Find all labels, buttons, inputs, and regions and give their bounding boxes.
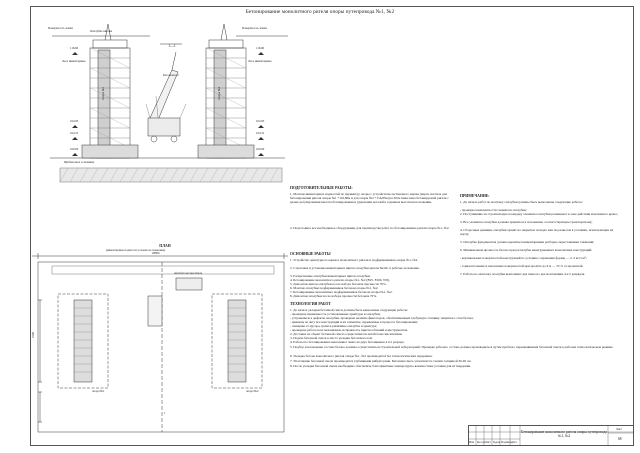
label-gravel: Щебеночное основание bbox=[64, 160, 95, 164]
technology-item: 8. После укладки бетонной смеси необходимо обеспечить благоприятные температурно-влажностные условия для её твердения. bbox=[290, 364, 471, 368]
note-item: 6. Минимальная прочность бетона при распалубке ненагруженных монолитных конструкций: bbox=[460, 248, 593, 252]
note-item: - вертикальных поверхностей конструкций по условию сохранения формы — 2–3 кгс/см²; bbox=[460, 256, 587, 260]
label-plan-axis: 1 bbox=[164, 411, 166, 415]
technology-item: 3. Подача бетонной смеси в место укладки бетононасосом. bbox=[290, 336, 373, 340]
technology-item: 5. Подбор и назначение состава бетона должны осуществляться строительной лабораторией. Проверка рабочего состава должна производиться путем пробного перемешивания бетонной смеси в рабочем технологическом режиме. bbox=[290, 345, 614, 349]
notes-heading: ПРИМЕЧАНИЕ: bbox=[460, 194, 490, 198]
label-support-2: Опора №2 bbox=[217, 86, 221, 100]
technology-item: - приняты по акту все конструкции и их элементы, скрываемые в процессе бетонирования; bbox=[290, 320, 418, 324]
technology-heading: ТЕХНОЛОГИЯ РАБОТ bbox=[290, 302, 331, 306]
formwork-right bbox=[209, 40, 243, 48]
plan-pump bbox=[148, 296, 162, 326]
pump-boom bbox=[150, 70, 178, 120]
main-works-item: 6. Монтаж опалубки подферменников бетоном опоры №1, №2. bbox=[290, 286, 379, 290]
main-works-item: 8. Демонтаж опалубки после набора прочности бетоном 70%. bbox=[290, 294, 377, 298]
prep-item: 2. Подготовить все необходимое оборудование для производства работ по бетонированию ригеля опоры №1, №2. bbox=[290, 226, 450, 230]
prep-item: 1. Монтаж инвентарных подмостей по периметру опоры с устройством лестничного марша (марш, настила для бетонирования ригеля опоры №1 +116,60м и для опоры №2 +116,85м (на 30см ниже низа бетонируемой ригеля с целью регулирования высоты бетонирования и удержания деталей в заданном высотном положении. bbox=[290, 192, 449, 205]
note-item: 4. Сборочные единицы опалубки хранят на закрытых складах или под навесом в условиях, исключающих их порчу; bbox=[460, 228, 614, 237]
label-section-cut: 1—1 bbox=[168, 44, 176, 48]
elev-mark: 100.00 bbox=[70, 147, 79, 151]
sheet-title: Бетонирование монолитного ригеля опоры путепровода №1, №2 bbox=[245, 9, 395, 15]
main-works-heading: ОСНОВНЫЕ РАБОТЫ bbox=[290, 252, 331, 256]
stamp-col: Подпись bbox=[501, 440, 512, 444]
label-scaffold-right: Леса инвентарные bbox=[248, 59, 272, 63]
technology-item: 4. Работы по бетонированию выполняют звено из двух бетонщиков 4 и 2 разряда. bbox=[290, 340, 405, 344]
technology-item: - устранены все дефекты опалубки, проверена наличие фиксаторов, обеспечивающих требуемую толщину защитного слоя бетона; bbox=[290, 316, 474, 320]
technology-item: - проверена работа всех механизмов, исправность приспособлений и инструментов. bbox=[290, 328, 409, 332]
footing-left bbox=[82, 145, 138, 158]
technology-item: 7. Уплотнение бетонной смеси производится глубинными вибраторами. Бетонная смесь уплотняется слоями толщиной 30-40 см. bbox=[290, 359, 472, 363]
note-item: 1. До начала работ по монтажу опалубки должны быть выполнены следующие работы: bbox=[460, 200, 583, 204]
stamp-col: Дата bbox=[511, 440, 517, 444]
pump-body bbox=[148, 118, 180, 136]
elev-mark: 116.60 bbox=[256, 46, 265, 50]
main-works-item: 5. Демонтаж щитов опалубки после набора бетоном прочности 70%. bbox=[290, 282, 387, 286]
elev-mark: 104.93 bbox=[70, 119, 79, 123]
plan-subtitle: (инвентарные подмости условно не показаны) bbox=[106, 248, 166, 252]
technology-item: 2. Доставка на объект бетонной смеси осуществляется автобетоносмесителями. bbox=[290, 332, 403, 336]
label-ground-right: Поверхность земли bbox=[242, 26, 267, 30]
note-item: 3. Все элементы опалубки должны храниться в положении, соответствующем транспортному; bbox=[460, 220, 593, 224]
note-item: - горизонтальных и наклонных поверхностей при пролёте до 6 м — 70 % от проектной. bbox=[460, 264, 584, 268]
note-item: - проверка комплектности элементов опалубки; bbox=[460, 208, 527, 212]
stamp-col: Кол.уч bbox=[477, 440, 486, 444]
label-plan-support-2: опора №2 bbox=[246, 389, 259, 393]
main-works-item: 4. Бетонирование монолитного ригеля опоры №1, №2 (В25, F200, W8). bbox=[290, 278, 390, 282]
elev-mark: 104.31 bbox=[256, 131, 265, 135]
elev-mark: 100.00 bbox=[256, 147, 265, 151]
pump-wheel bbox=[171, 136, 177, 142]
technology-item: 1. До начала укладки бетонной смеси должны быть выполнены следующие работы: bbox=[290, 308, 408, 312]
stamp-sheet-label: Лист bbox=[616, 427, 623, 431]
title-block-text: Бетонирование монолитного ригеля опоры путепровода №1, №2 bbox=[521, 430, 607, 439]
pillar-left bbox=[98, 50, 110, 158]
technology-item: - очищены от мусора, грязи и ржавчины опалубка и арматура; bbox=[290, 324, 378, 328]
stamp-col: Лист bbox=[485, 440, 492, 444]
label-ground-left: Поверхность земли bbox=[48, 26, 73, 30]
main-works-item: 3. Раскрепление опалубки инвентарных щитов опалубки. bbox=[290, 274, 371, 278]
note-item: 2. Поступившие на строительную площадку элементы опалубки размещают в зоне действия монтажного крана; bbox=[460, 212, 618, 216]
stamp-col: Изм bbox=[469, 440, 475, 444]
label-formwork-pillar: Опалубка пилона bbox=[90, 29, 113, 33]
label-concrete-pump: Бетононасос bbox=[163, 73, 180, 77]
footing-right bbox=[198, 145, 254, 158]
plan-pillar-2 bbox=[228, 300, 246, 382]
page-number: 68 bbox=[618, 437, 622, 441]
label-scaffold-left: Леса инвентарные bbox=[62, 59, 86, 63]
label-plan-support-1: опора №1 bbox=[92, 389, 105, 393]
main-works-item: 2. Строповка и установка инвентарных щитов опалубки ригеля 6м КС в рабочее положение. bbox=[290, 266, 420, 270]
technology-item: - проверена правильность установленных арматуры и опалубки; bbox=[290, 312, 381, 316]
stamp-col: №док bbox=[493, 440, 501, 444]
plan-pillar-1 bbox=[74, 300, 92, 382]
note-item: 5. Опалубка фундаментов должна крепиться инвентарными разборно-переставными стяжками; bbox=[460, 240, 595, 244]
prep-heading: ПОДГОТОВИТЕЛЬНЫЕ РАБОТЫ: bbox=[290, 186, 353, 190]
elev-mark: 104.31 bbox=[70, 131, 79, 135]
elev-mark: 104.93 bbox=[256, 119, 265, 123]
label-plan-dim-side: 1000 bbox=[31, 332, 35, 338]
pillar-right bbox=[214, 50, 226, 158]
main-works-item: 1. Устройство арматурного каркаса монолитного ригеля и подферменников опоры №1, №2. bbox=[290, 258, 419, 262]
label-plan-dim-top: 28000 bbox=[152, 251, 160, 255]
plan-title: ПЛАН bbox=[159, 244, 171, 248]
pump-wheel bbox=[151, 136, 157, 142]
label-mixer: Автобетоносмеситель bbox=[174, 271, 203, 275]
formwork-left bbox=[93, 40, 127, 48]
main-works-item: 7. Бетонирование монолитных подферменников бетоном опоры №1, №2. bbox=[290, 290, 393, 294]
plan-mixer bbox=[176, 278, 202, 290]
label-support-1: Опора №1 bbox=[101, 86, 105, 100]
note-item: 7. Работы по монтажу опалубки выполняют два звена по два монтажника 4 и 2 разрядов. bbox=[460, 272, 586, 276]
elev-mark: 116.60 bbox=[70, 46, 79, 50]
technology-item: 6. Укладка бетона монолитного ригеля опоры №1, №2 производится без технологических перерывов. bbox=[290, 354, 433, 358]
plan-road bbox=[52, 266, 274, 274]
gravel-base bbox=[60, 168, 282, 182]
